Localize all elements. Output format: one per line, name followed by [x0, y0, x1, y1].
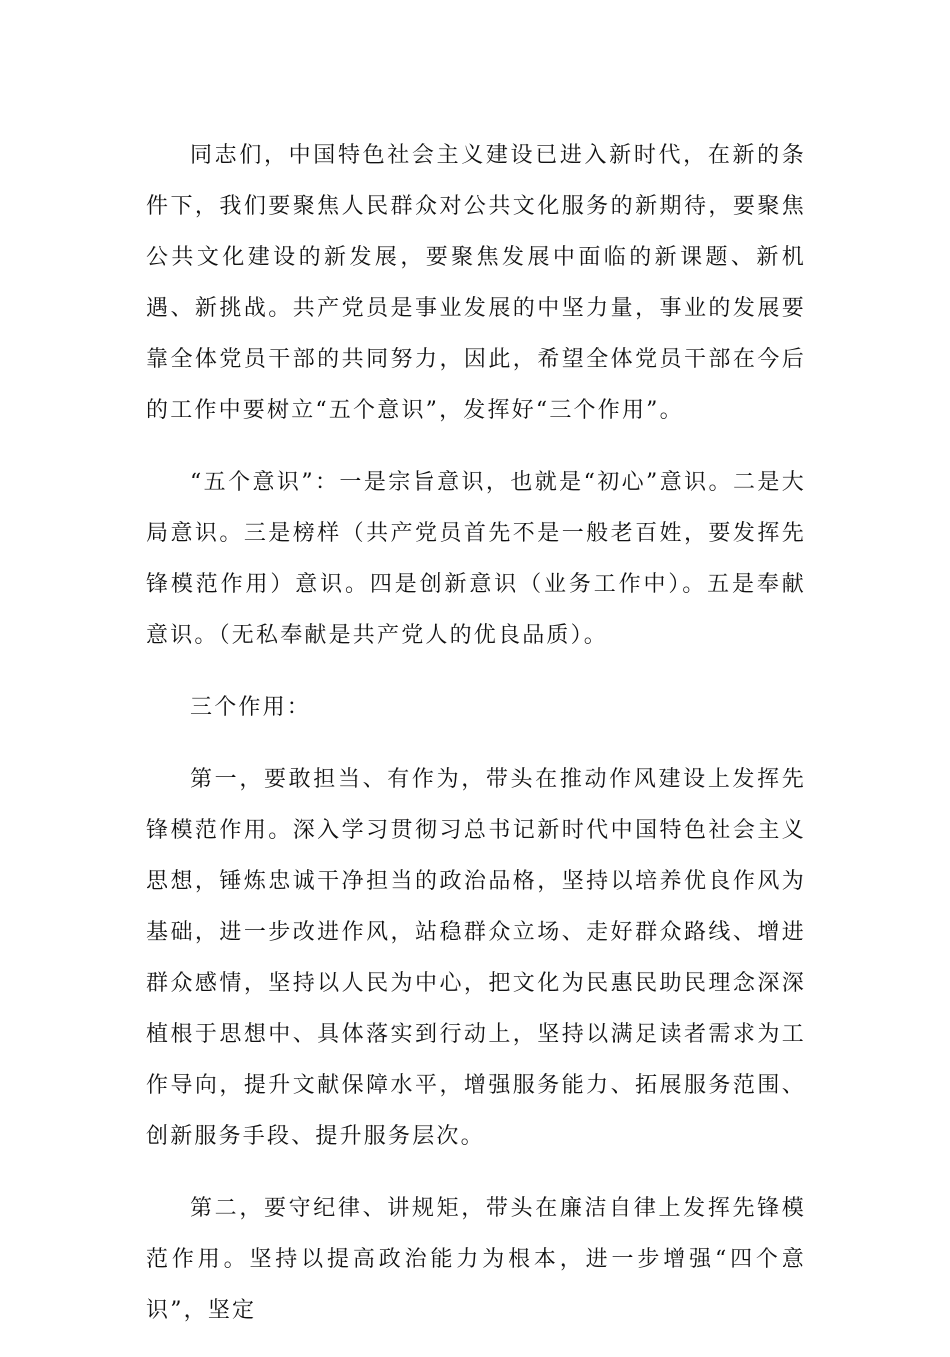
- document-body: [146, 130, 806, 1357]
- paragraph-five-awareness: “五个意识”：一是宗旨意识，也就是“初心”意识。二是大局意识。三是榜样（共产党员首先不是一般老百姓，要发挥先锋模范作用）意识。四是创新意识（业务工作中）。五是奉献意识。（无私奉献是共产党人的优良品质）。: [146, 470, 806, 648]
- paragraph-three-roles-heading: 三个作用：: [190, 695, 312, 720]
- paragraph-second-role: 第二，要守纪律、讲规矩，带头在廉洁自律上发挥先锋模范作用。坚持以提高政治能力为根本，进一步增强“四个意识”，坚定: [146, 1196, 806, 1323]
- paragraph-intro: 同志们，中国特色社会主义建设已进入新时代，在新的条件下，我们要聚焦人民群众对公共文化服务的新期待，要聚焦公共文化建设的新发展，要聚焦发展中面临的新课题、新机遇、新挑战。共产党员是事业发展的中坚力量，事业的发展要靠全体党员干部的共同努力，因此，希望全体党员干部在今后的工作中要树立“五个意识”，发挥好“三个作用”。: [146, 143, 806, 423]
- paragraph-first-role: 第一，要敢担当、有作为，带头在推动作风建设上发挥先锋模范作用。深入学习贯彻习总书记新时代中国特色社会主义思想，锤炼忠诚干净担当的政治品格，坚持以培养优良作风为基础，进一步改进作风，站稳群众立场、走好群众路线、增进群众感情，坚持以人民为中心，把文化为民惠民助民理念深深植根于思想中、具体落实到行动上，坚持以满足读者需求为工作导向，提升文献保障水平，增强服务能力、拓展服务范围、创新服务手段、提升服务层次。: [146, 767, 806, 1149]
